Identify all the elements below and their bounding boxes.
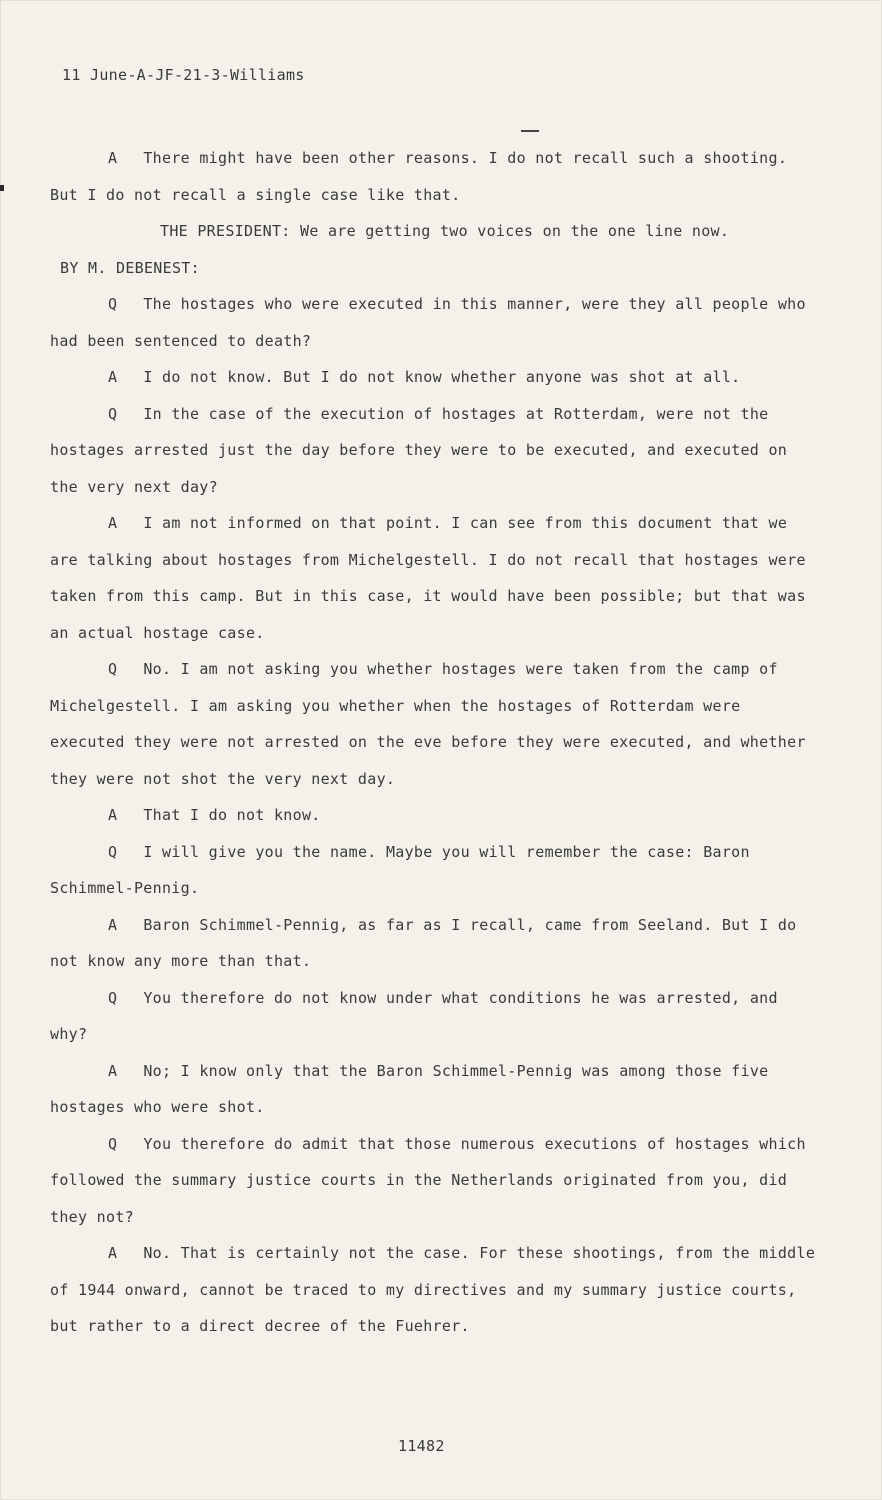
paragraph (50, 834, 820, 907)
paragraph-text: No; I know only that the Baron Schimmel-Pennig was among those five hostages who were shot. (50, 1061, 769, 1116)
paragraph-text: No. That is certainly not the case. For these shootings, from the middle of 1944 onward, cannot be traced to my directives and my summary justice courts, but rather to a direct decree of the Fuehrer. (50, 1244, 816, 1335)
speaker-label: Q (108, 295, 118, 313)
paragraph (50, 1235, 820, 1345)
speaker-label: A (108, 915, 118, 934)
transcript-body (50, 140, 820, 1345)
paragraph (50, 286, 820, 359)
paragraph (50, 1053, 820, 1126)
speaker-label: Q (108, 1134, 118, 1153)
edge-mark (0, 185, 4, 191)
speaker-label: A (108, 1061, 118, 1080)
speaker-label: A (108, 806, 118, 824)
speaker-label: THE PRESIDENT: (160, 222, 291, 240)
document-header: 11 June-A-JF-21-3-Williams (62, 66, 305, 84)
speaker-label: A (108, 149, 118, 167)
speaker-label: A (108, 1244, 118, 1262)
paragraph-text: I will give you the name. Maybe you will remember the case: Baron Schimmel-Pennig. (50, 842, 750, 897)
paragraph (50, 907, 820, 980)
paragraph-text: We are getting two voices on the one line now. (299, 222, 730, 240)
paragraph-text: You therefore do admit that those numerous executions of hostages which followed the summary justice courts in the Netherlands originated from you, did they not? (50, 1134, 806, 1226)
paragraph-text: I am not informed on that point. I can see from this document that we are talking about hostages from Michelgestell. I do not recall that hostages were taken from this camp. But in this case, it would have been possible; but that was an actual hostage case. (50, 514, 806, 642)
paragraph (50, 980, 820, 1053)
paragraph-text: BY M. DEBENEST: (60, 258, 200, 277)
paragraph (50, 359, 820, 396)
stray-dash-mark (521, 130, 539, 132)
speaker-label: A (108, 368, 118, 386)
paragraph (50, 505, 820, 651)
paragraph (50, 1126, 820, 1236)
paragraph-text: That I do not know. (143, 806, 321, 824)
speaker-label: Q (108, 842, 118, 861)
paragraph-text: There might have been other reasons. I do not recall such a shooting. But I do not recall a single case like that. (50, 149, 788, 204)
paragraph-text: In the case of the execution of hostages at Rotterdam, were not the hostages arrested just the day before they were to be executed, and executed on the very next day? (50, 404, 788, 496)
speaker-label: Q (108, 404, 118, 423)
paragraph (60, 250, 820, 287)
paragraph-text: You therefore do not know under what conditions he was arrested, and why? (50, 988, 778, 1043)
paragraph-text: The hostages who were executed in this manner, were they all people who had been sentenced to death? (50, 295, 806, 350)
paragraph (50, 396, 820, 506)
paragraph-text: I do not know. But I do not know whether anyone was shot at all. (143, 368, 741, 386)
paragraph (50, 140, 820, 213)
page-number: 11482 (398, 1437, 445, 1455)
speaker-label: Q (108, 988, 118, 1007)
speaker-label: Q (108, 660, 118, 678)
paragraph (50, 651, 820, 797)
speaker-label: A (108, 514, 118, 532)
paragraph-text: No. I am not asking you whether hostages were taken from the camp of Michelgestell. I am asking you whether when the hostages of Rotterdam were executed they were not arrested on the eve before they were executed, and whether they were not shot the very next day. (50, 660, 806, 788)
paragraph (50, 797, 820, 834)
paragraph (50, 213, 820, 250)
paragraph-text: Baron Schimmel-Pennig, as far as I recall, came from Seeland. But I do not know any more than that. (50, 915, 797, 970)
